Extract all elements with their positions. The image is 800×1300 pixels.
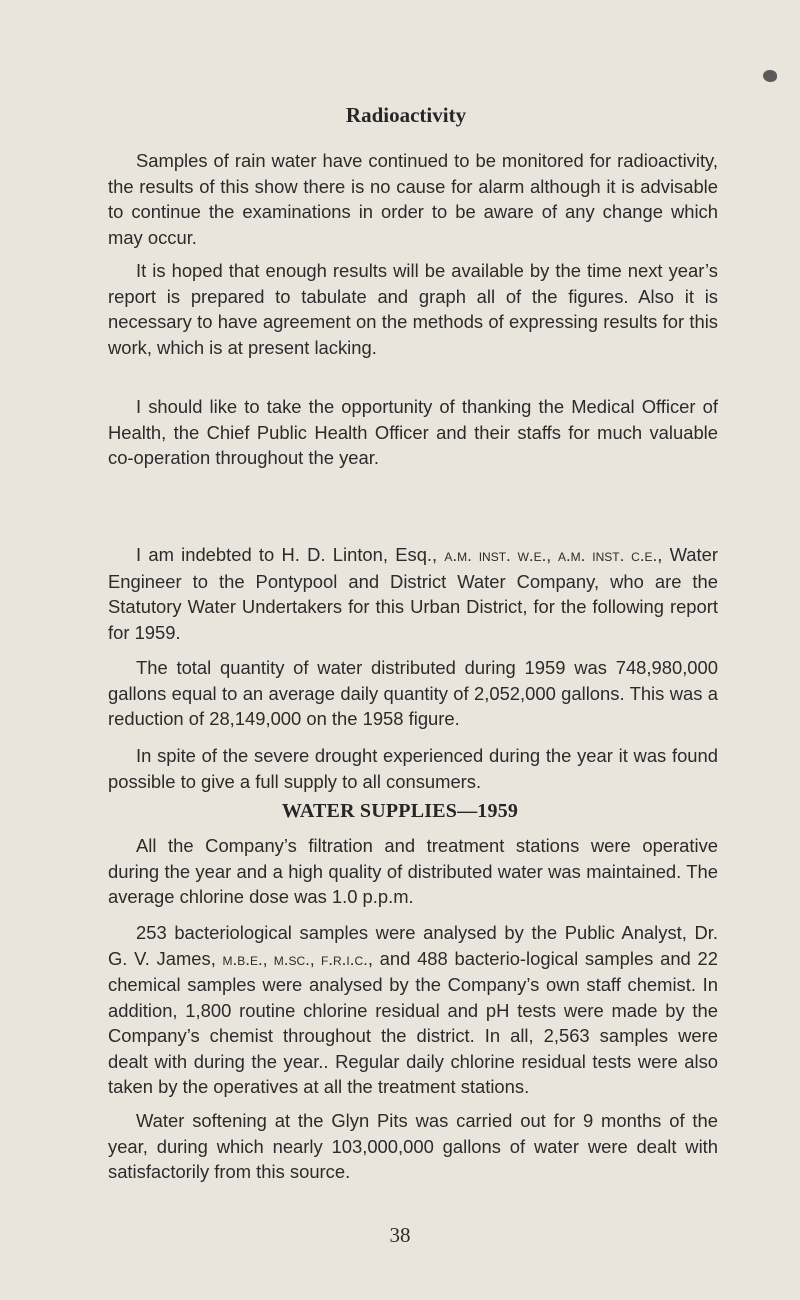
page-number: 38 (389, 1223, 411, 1247)
qualifications: m.b.e., m.sc., f.r.i.c. (222, 949, 368, 969)
text-segment: , and 488 bacterio-logical samples and 22 chemical samples were analysed by the Company’s own staff chemist. In addition, 1,800 routine chlorine residual and pH tests were made by the Company’s chemist throughout the district. In all, 2,563 samples were dealt with during the year.. Regular daily chlorine residual tests were also taken by the operatives at all the treatment stations. (108, 947, 718, 1097)
paragraph-thanks: I should like to take the opportunity of thanking the Medical Officer of Health, the Chief Public Health Officer and their staffs for much valuable co-operation throughout the year. (108, 396, 718, 468)
text-segment: I am indebted to H. D. Linton, Esq., (136, 544, 445, 565)
heading-radioactivity: Radioactivity (345, 103, 467, 127)
paragraph-rain-water: Samples of rain water have continued to be monitored for radioactivity, the results of this show there is no cause for alarm although it is advisable to continue the examinations in order to be aware of any change which may occur. (108, 150, 718, 248)
paragraph-filtration: All the Company’s filtration and treatment stations were operative during the year and a high quality of distributed water was maintained. The average chlorine dose was 1.0 p.p.m. (108, 835, 718, 907)
paragraph-total-quantity: The total quantity of water distributed during 1959 was 748,980,000 gallons equal to an average daily quantity of 2,052,000 gallons. This was a reduction of 28,149,000 on the 1958 figure. (108, 657, 718, 729)
heading-water-supplies: WATER SUPPLIES—1959 (281, 800, 519, 822)
text-segment: , Water Engineer to the Pontypool and District Water Company, who are the Statutory Water Undertakers for this Urban District, for the following report for 1959. (108, 544, 718, 643)
paragraph-water-softening: Water softening at the Glyn Pits was carried out for 9 months of the year, during which nearly 103,000,000 gallons of water were dealt with satisfactorily from this source. (108, 1110, 718, 1182)
ink-spot-mark (763, 70, 777, 82)
paragraph-engineer-report (108, 542, 718, 645)
text-segment: 253 bacteriological samples were analysed by the Public Analyst, Dr. G. V. James, (108, 922, 718, 969)
paragraph-bacteriological-samples (108, 920, 718, 1100)
qualifications: a.m. inst. w.e., a.m. inst. c.e. (444, 546, 658, 565)
paragraph-results-tabulation: It is hoped that enough results will be available by the time next year’s report is prepared to tabulate and graph all of the figures. Also it is necessary to have agreement on the methods of expressing results for this work, which is at present lacking. (108, 260, 718, 358)
paragraph-drought: In spite of the severe drought experienced during the year it was found possible to give a full supply to all consumers. (108, 745, 718, 792)
